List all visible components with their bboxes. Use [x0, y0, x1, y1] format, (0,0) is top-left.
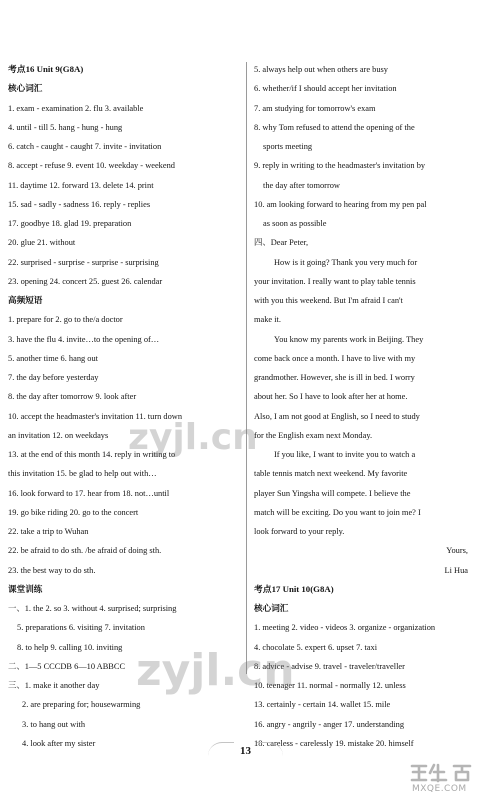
phrase-line: 22. take a trip to Wuhan: [8, 527, 89, 536]
phrase-line: 8. the day after tomorrow 9. look after: [8, 392, 137, 402]
answer-line: the day after tomorrow: [263, 180, 340, 190]
column-divider: [246, 62, 247, 674]
answer-line: 9. reply in writing to the headmaster's invitation by: [254, 161, 426, 171]
letter-line: grandmother. However, she is ill in bed. I worry: [254, 373, 415, 382]
vocab-line: 23. opening 24. concert 25. guest 26. calendar: [8, 276, 163, 286]
brand-text: MXQE.COM: [412, 784, 467, 794]
phrase-line: 16. look forward to 17. hear from 18. not…until: [8, 488, 170, 498]
letter-line: Also, I am not good at English, so I need to study: [254, 411, 420, 421]
letter-line: make it.: [254, 315, 281, 325]
letter-line: come back once a month. I have to live with my: [254, 353, 416, 363]
practice-line: 三、1. make it another day: [8, 681, 100, 690]
section-17-title: 考点17 Unit 10(G8A): [254, 583, 334, 594]
phrases-heading: 高频短语: [8, 295, 43, 305]
letter-closing: Yours,: [446, 546, 468, 556]
vocab-line: 11. daytime 12. forward 13. delete 14. print: [8, 180, 154, 190]
practice-line: 8. to help 9. calling 10. inviting: [17, 642, 123, 652]
phrase-line: 10. accept the headmaster's invitation 11. turn down: [8, 411, 183, 421]
letter-line: about her. So I have to look after her at home.: [254, 392, 408, 402]
letter-line: table tennis match next weekend. My favorite: [254, 469, 408, 479]
answer-line: sports meeting: [263, 142, 313, 151]
vocab-line: 4. chocolate 5. expert 6. upset 7. taxi: [254, 642, 378, 652]
phrase-line: an invitation 12. on weekdays: [8, 430, 109, 440]
core-vocab-heading-17: 核心词汇: [254, 603, 289, 613]
phrase-line: 19. go bike riding 20. go to the concert: [8, 507, 139, 517]
phrase-line: 13. at the end of this month 14. reply in writing to: [8, 450, 176, 459]
phrase-line: 23. the best way to do sth.: [8, 565, 96, 575]
vocab-line: 15. sad - sadly - sadness 16. reply - replies: [8, 199, 151, 209]
practice-heading: 课堂训练: [8, 583, 43, 594]
letter-line: match will be exciting. Do you want to join me? I: [254, 507, 421, 517]
phrase-line: 5. another time 6. hang out: [8, 353, 99, 363]
practice-line: 3. to hang out with: [22, 719, 86, 729]
vocab-line: 6. catch - caught - caught 7. invite - invitation: [8, 142, 162, 151]
watermark-text: zyjl.cn: [128, 417, 258, 458]
answer-line: 10. am looking forward to hearing from my pen pal: [254, 199, 427, 209]
vocab-line: 8. accept - refuse 9. event 10. weekday - weekend: [8, 161, 175, 171]
vocab-line: 17. goodbye 18. glad 19. preparation: [8, 219, 132, 228]
practice-line: 一、1. the 2. so 3. without 4. surprised; surprising: [8, 604, 177, 613]
vocab-line: 4. until - till 5. hang - hung - hung: [8, 122, 123, 132]
letter-line: If you like, I want to invite you to watch a: [274, 450, 416, 459]
answer-line: 7. am studying for tomorrow's exam: [254, 103, 376, 113]
letter-line: for the English exam next Monday.: [254, 430, 373, 440]
phrase-line: 3. have the flu 4. invite…to the opening of…: [8, 334, 160, 344]
practice-line: 5. preparations 6. visiting 7. invitation: [17, 623, 145, 633]
letter-line: your invitation. I really want to play table tennis: [254, 276, 416, 286]
phrase-line: this invitation 15. be glad to help out with…: [8, 469, 157, 479]
section-16-title: 考点16 Unit 9(G8A): [8, 64, 84, 74]
watermark-text: zyjl.cn: [136, 645, 295, 696]
practice-line: 4. look after my sister: [22, 738, 96, 748]
vocab-line: 1. meeting 2. video - videos 3. organize - organization: [254, 623, 436, 633]
vocab-line: 20. glue 21. without: [8, 238, 76, 248]
vocab-line: 18. careless - carelessly 19. mistake 20. himself: [254, 738, 414, 748]
core-vocab-heading: 核心词汇: [8, 83, 43, 94]
vocab-line: 13. certainly - certain 14. wallet 15. mile: [254, 700, 391, 710]
page-number: 13: [240, 745, 251, 757]
letter-greeting: 四、Dear Peter,: [254, 238, 309, 248]
letter-line: player Sun Yingsha will compete. I believe the: [254, 488, 411, 498]
phrase-line: 7. the day before yesterday: [8, 373, 99, 382]
vocab-line: 16. angry - angrily - anger 17. understanding: [254, 719, 405, 729]
phrase-line: 22. be afraid to do sth. /be afraid of doing sth.: [8, 546, 162, 556]
answer-line: 6. whether/if I should accept her invitation: [254, 84, 397, 94]
answer-line: as soon as possible: [263, 219, 327, 228]
answer-line: 8. why Tom refused to attend the opening of the: [254, 122, 415, 132]
letter-line: with you this weekend. But I'm afraid I can't: [254, 296, 403, 305]
vocab-line: 22. surprised - surprise - surprise - surprising: [8, 257, 159, 267]
phrase-line: 1. prepare for 2. go to the/a doctor: [8, 315, 123, 325]
vocab-line: 8. advice - advise 9. travel - traveler/traveller: [254, 661, 405, 671]
letter-line: You know my parents work in Beijing. They: [274, 334, 424, 344]
vocab-line: 10. teenager 11. normal - normally 12. unless: [254, 681, 406, 690]
answer-line: 5. always help out when others are busy: [254, 65, 388, 74]
letter-line: How is it going? Thank you very much for: [274, 257, 418, 267]
vocab-line: 1. exam - examination 2. flu 3. available: [8, 103, 144, 113]
practice-line: 二、1—5 CCCDB 6—10 ABBCC: [8, 661, 126, 671]
letter-line: look forward to your reply.: [254, 527, 345, 536]
practice-line: 2. are preparing for; housewarming: [22, 700, 141, 710]
letter-signature: Li Hua: [444, 565, 468, 575]
